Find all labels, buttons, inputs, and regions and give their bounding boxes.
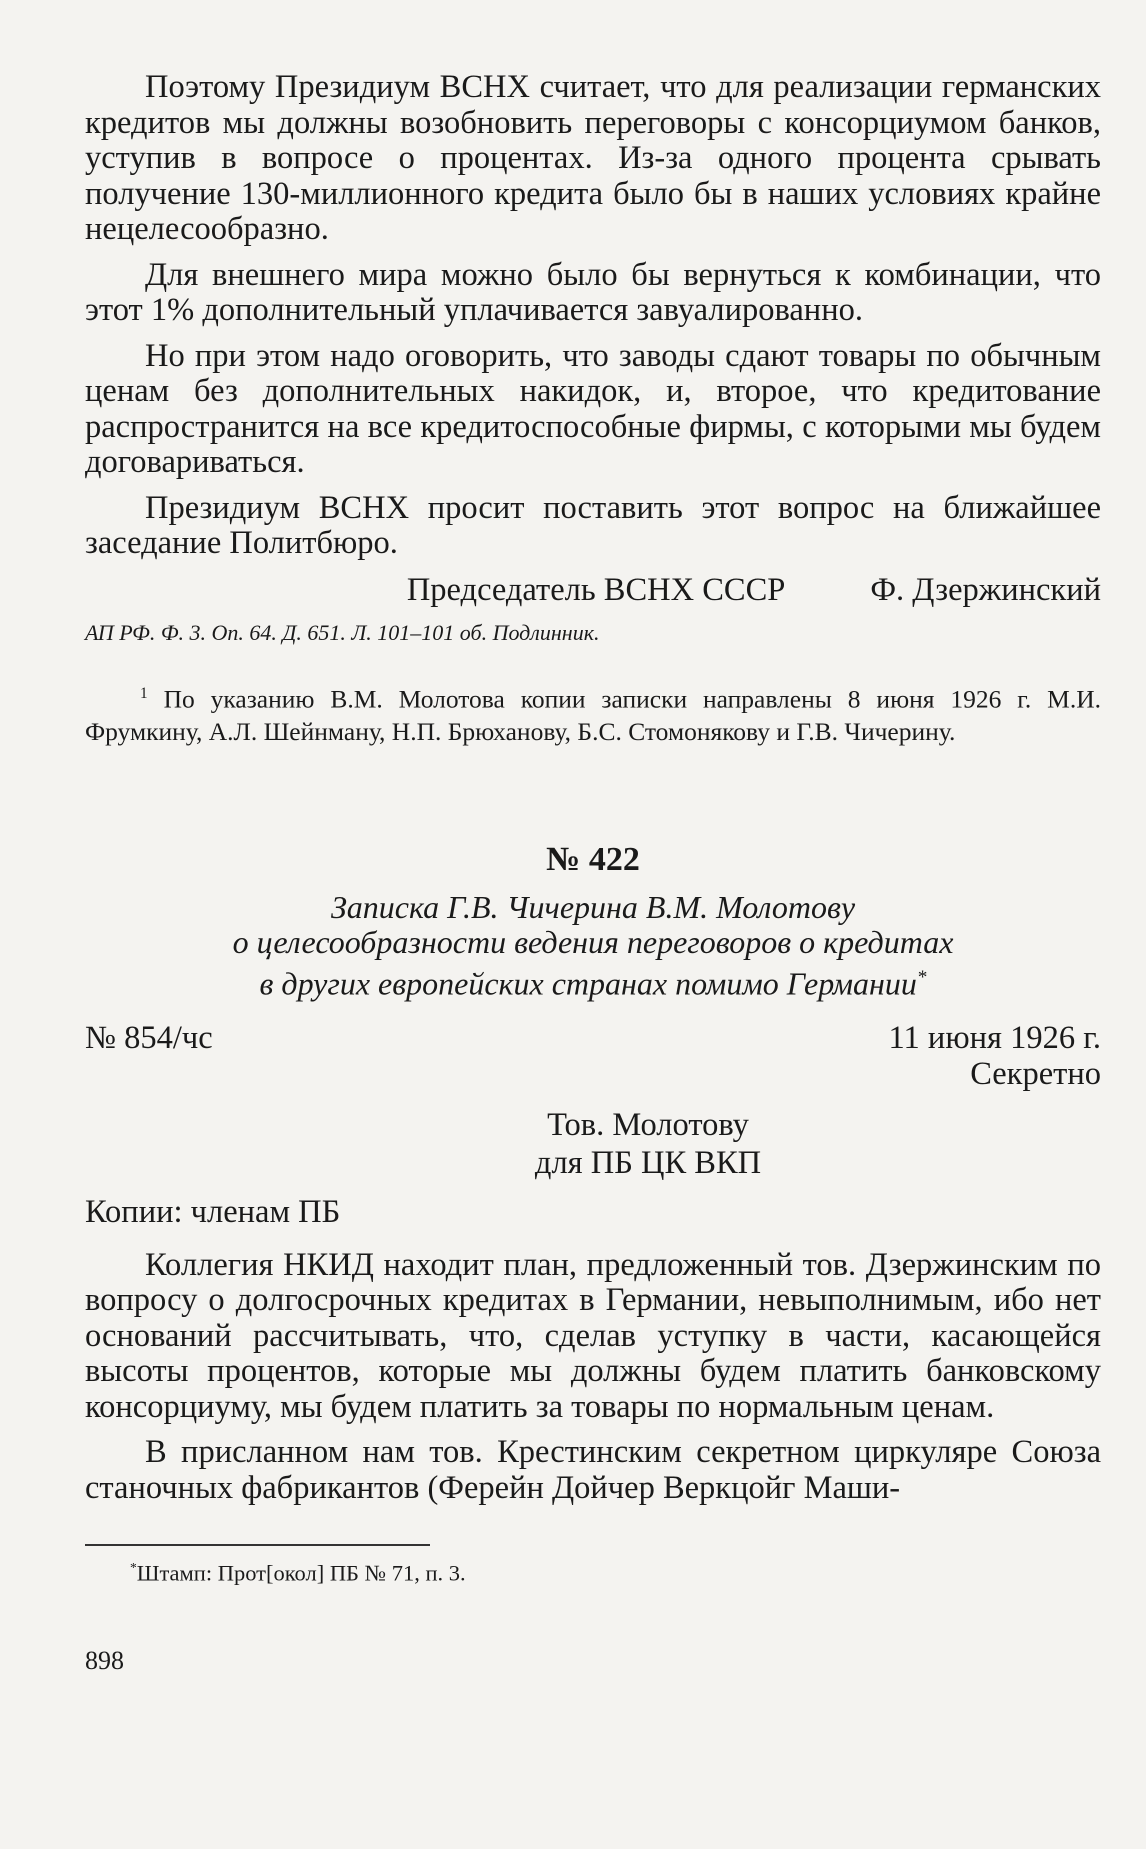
document-title-text: в других европейских странах помимо Германии [259, 965, 917, 1002]
stamp-note [85, 1554, 1101, 1588]
signature-name: Ф. Дзержинский [870, 571, 1101, 608]
paragraph: Для внешнего мира можно было бы вернуться к комбинации, что этот 1% дополнительный уплачивается завуалированно. [85, 256, 1101, 328]
addressee [85, 1106, 1101, 1182]
document-meta [85, 1020, 1101, 1056]
archive-reference: АП РФ. Ф. 3. Оп. 64. Д. 651. Л. 101–101 об. Подлинник. [85, 619, 600, 645]
stamp-note-text: Штамп: Прот[окол] ПБ № 71, п. 3. [136, 1560, 466, 1586]
document-title-line-2: о целесообразности ведения переговоров о кредитах [232, 924, 954, 960]
page-number: 898 [85, 1645, 124, 1675]
paragraph: Поэтому Президиум ВСНХ считает, что для реализации германских кредитов мы должны возобновить переговоры с консорциумом банков, уступив в вопросе о процентах. Из-за одного процента срывать получение 130-миллионного кредита было бы в наших условиях крайне нецелесообразно. [85, 69, 1101, 247]
footnote-mark: 1 [140, 684, 148, 702]
footnote-text: По указанию В.М. Молотова копии записки направлены 8 июня 1926 г. М.И. Фрумкину, А.Л. Шейнману, Н.П. Брюханову, Б.С. Стомонякову и Г.В. Чичерину. [85, 684, 1101, 746]
document-title-line-1: Записка Г.В. Чичерина В.М. Молотову [330, 889, 856, 925]
copies-line: Копии: членам ПБ [85, 1193, 341, 1230]
classification-label: Секретно [970, 1055, 1101, 1092]
footnote [85, 678, 1101, 749]
paragraph: Коллегия НКИД находит план, предложенный тов. Дзержинским по вопросу о долгосрочных кредитах в Германии, невыполнимым, ибо нет оснований рассчитывать, что, сделав уступку в части, касающейся высоты процентов, которые мы должны будем платить банковскому консорциуму, мы будем платить за товары по нормальным ценам. [85, 1246, 1101, 1425]
paragraph: Но при этом надо оговорить, что заводы сдают товары по обычным ценам без дополнительных накидок, и, второе, что кредитование распространится на все кредитоспособные фирмы, с которыми мы будем договариваться. [85, 337, 1101, 480]
addressee-line-1: Тов. Молотову [547, 1106, 749, 1143]
registration-number: № 854/чс [85, 1019, 213, 1056]
text-column [85, 70, 1101, 1676]
document-number: № 422 [546, 841, 640, 878]
addressee-line-2: для ПБ ЦК ВКП [534, 1144, 762, 1181]
footnote-divider [85, 1544, 430, 1546]
document-date: 11 июня 1926 г. [888, 1019, 1101, 1056]
paragraph: В присланном нам тов. Крестинским секретном циркуляре Союза станочных фабрикантов (Ферейн Дойчер Веркцойг Маши- [85, 1434, 1101, 1506]
stamp-note-mark: * [130, 1560, 137, 1576]
title-footnote-mark: * [916, 967, 927, 988]
paragraph: Президиум ВСНХ просит поставить этот вопрос на ближайшее заседание Политбюро. [85, 489, 1101, 561]
signature-position: Председатель ВСНХ СССР [406, 571, 786, 608]
document-title-line-3 [85, 960, 1101, 1002]
signature-block [85, 572, 1101, 608]
